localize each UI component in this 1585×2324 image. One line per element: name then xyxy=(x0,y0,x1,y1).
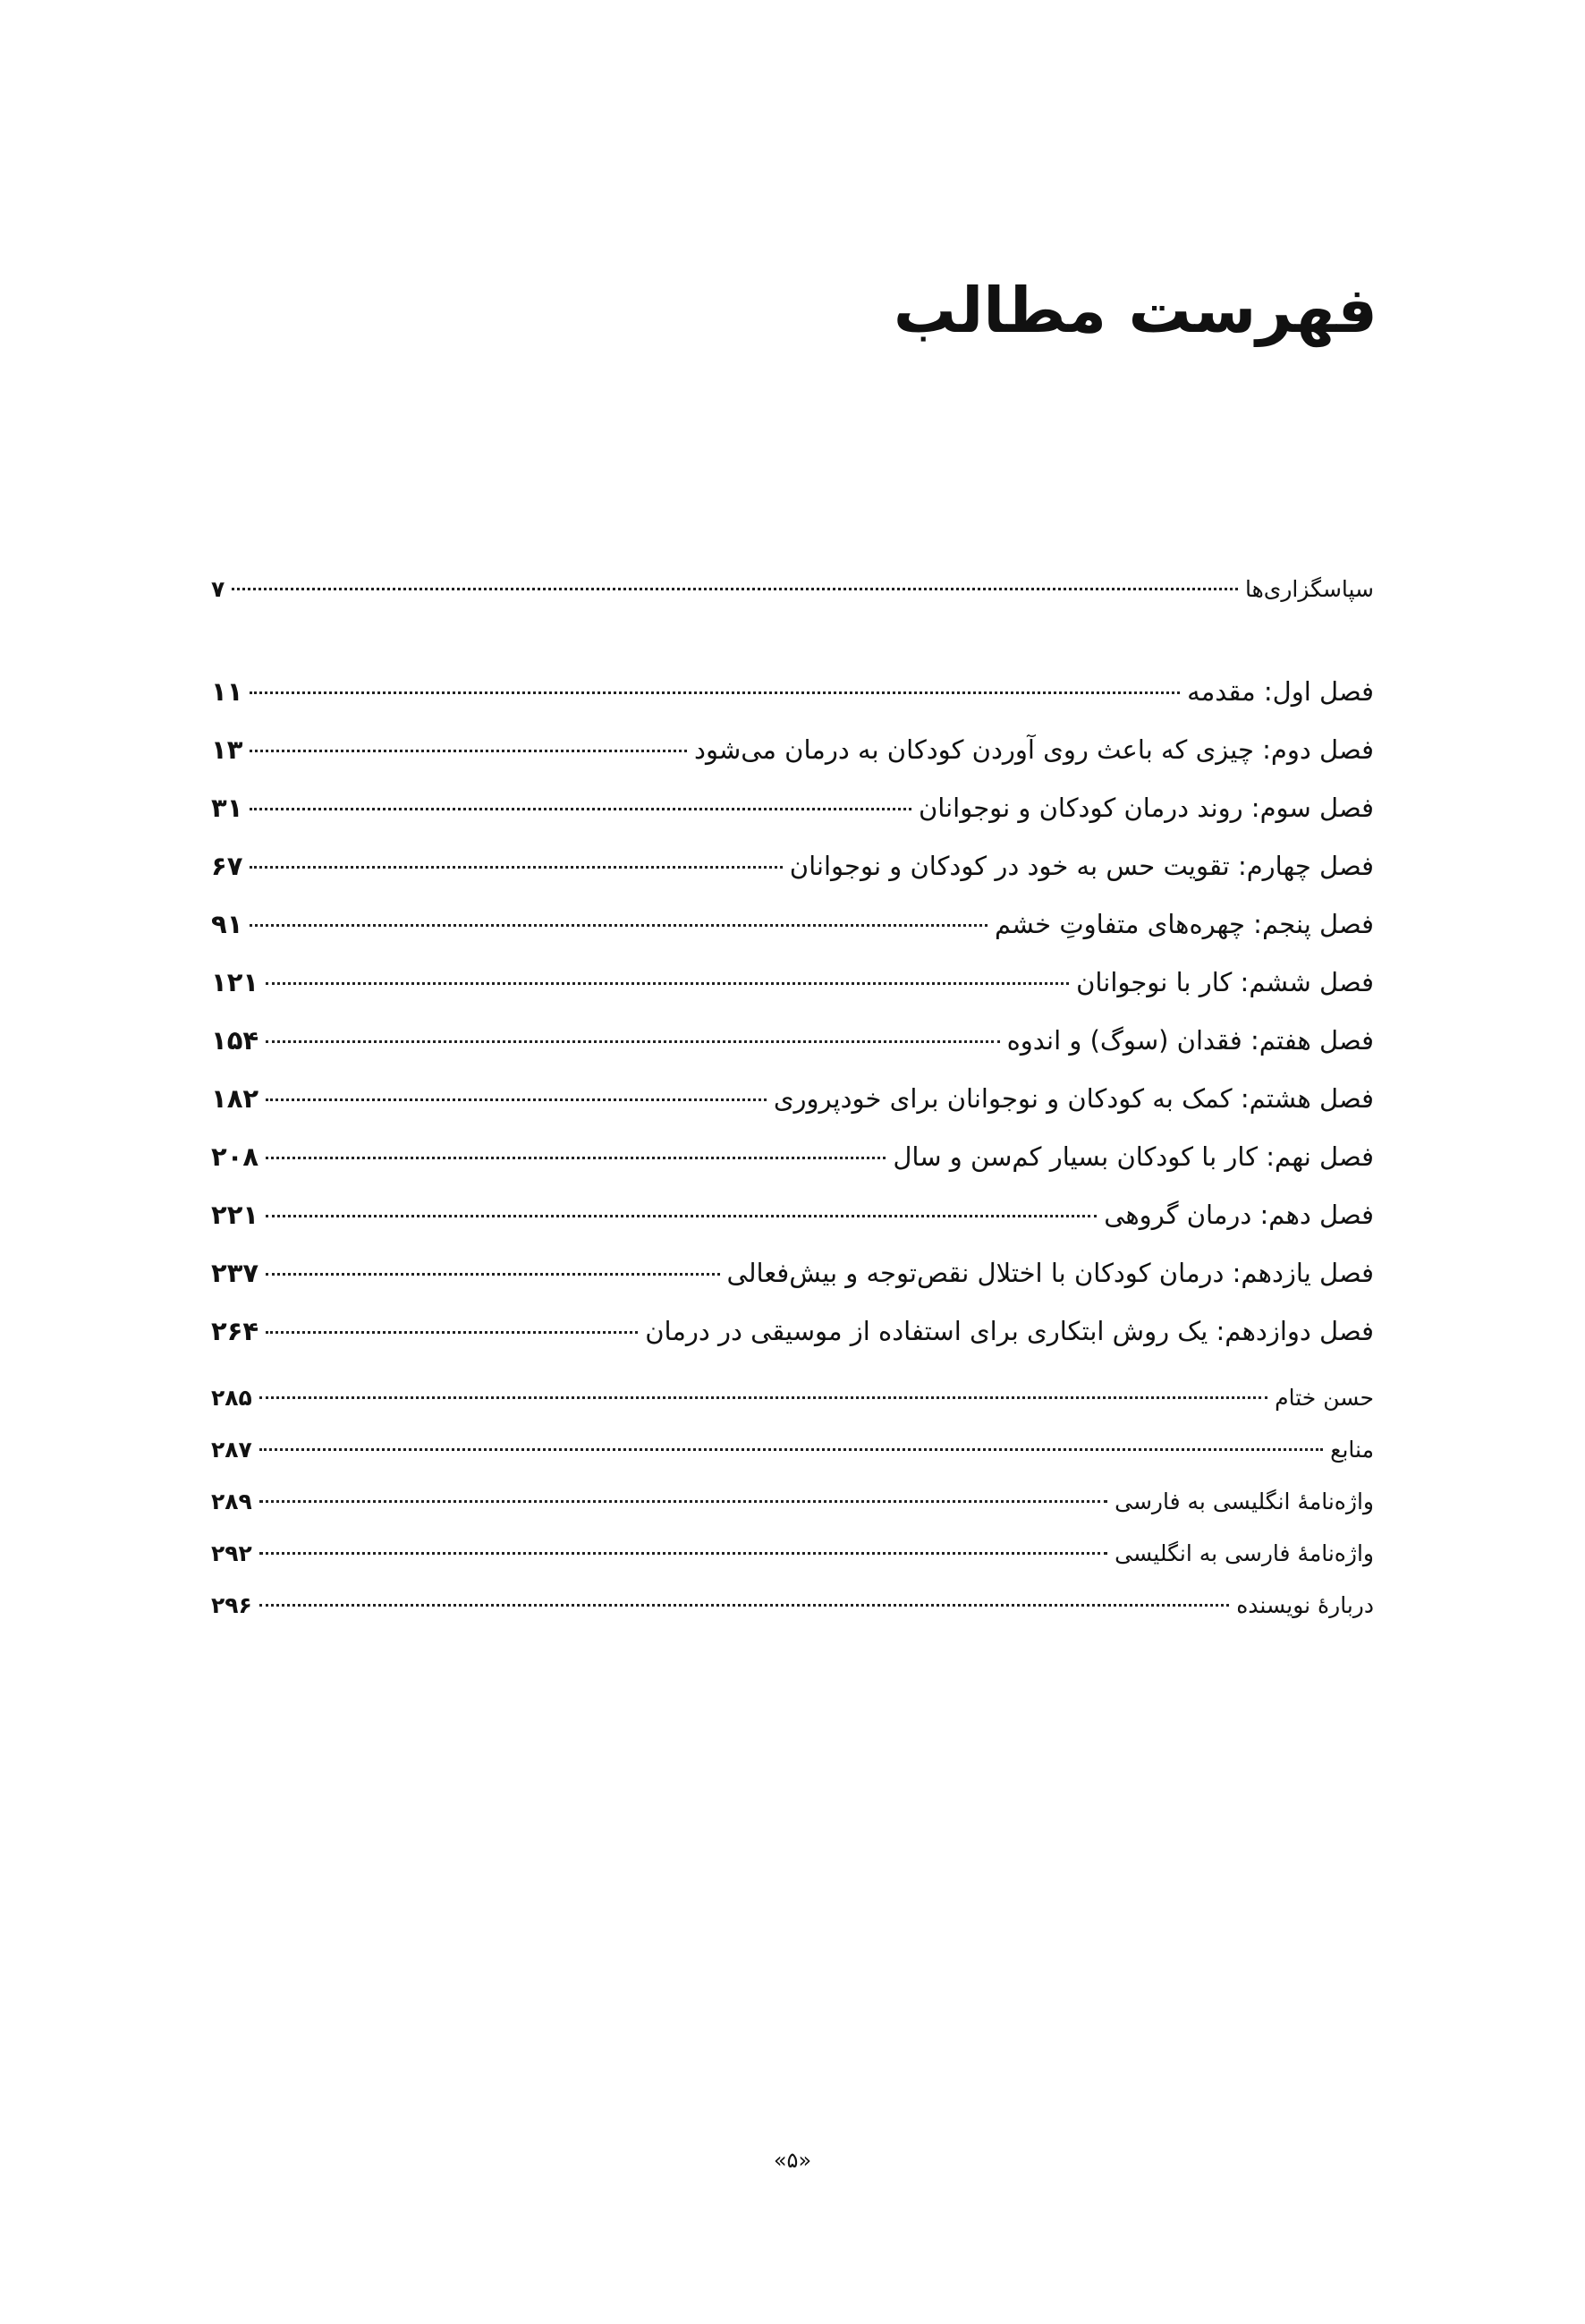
toc-entry-page: ۲۳۷ xyxy=(211,1258,259,1288)
toc-leader-dots xyxy=(266,1157,886,1159)
toc-entry-page: ۲۹۶ xyxy=(211,1592,252,1618)
toc-leader-dots xyxy=(266,1215,1097,1217)
toc-entry-page: ۲۶۴ xyxy=(211,1316,259,1346)
toc-entry-page: ۷ xyxy=(211,576,225,602)
toc-entry-chapter-7 xyxy=(211,1021,1374,1060)
toc-leader-dots xyxy=(250,691,1180,694)
toc-entry-chapter-5 xyxy=(211,904,1374,944)
toc-entry-label: واژه‌نامهٔ انگلیسی به فارسی xyxy=(1115,1489,1374,1514)
toc-entry-chapter-11 xyxy=(211,1253,1374,1293)
toc-entry-label: فصل هشتم: کمک به کودکان و نوجوانان برای خودپروری xyxy=(773,1083,1374,1114)
toc-entry-references xyxy=(211,1433,1374,1467)
page-title: فهرست مطالب xyxy=(893,274,1377,347)
toc-leader-dots xyxy=(250,808,911,810)
toc-entry-chapter-1 xyxy=(211,672,1374,711)
toc-entry-label: سپاسگزاری‌ها xyxy=(1244,576,1374,602)
toc-entry-label: فصل دهم: درمان گروهی xyxy=(1104,1200,1374,1230)
toc-leader-dots xyxy=(266,982,1069,985)
toc-leader-dots xyxy=(266,1273,719,1276)
toc-entry-glossary-fa-en xyxy=(211,1537,1374,1571)
toc-entry-chapter-2 xyxy=(211,730,1374,769)
table-of-contents xyxy=(211,0,1374,2324)
toc-leader-dots xyxy=(259,1604,1229,1607)
toc-entry-acknowledgements xyxy=(211,573,1374,606)
toc-leader-dots xyxy=(232,588,1238,590)
toc-entry-page: ۱۳ xyxy=(211,734,243,765)
toc-entry-page: ۲۸۵ xyxy=(211,1385,252,1411)
toc-entry-label: منابع xyxy=(1330,1437,1374,1463)
toc-entry-chapter-8 xyxy=(211,1079,1374,1118)
toc-entry-chapter-6 xyxy=(211,963,1374,1002)
toc-entry-chapter-3 xyxy=(211,788,1374,827)
toc-entry-label: فصل اول: مقدمه xyxy=(1187,676,1374,707)
toc-leader-dots xyxy=(250,750,687,752)
toc-entry-chapter-12 xyxy=(211,1311,1374,1351)
toc-leader-dots xyxy=(266,1040,1000,1043)
toc-leader-dots xyxy=(259,1552,1107,1555)
toc-entry-about-author xyxy=(211,1589,1374,1623)
toc-entry-page: ۱۱ xyxy=(211,676,243,707)
toc-entry-glossary-en-fa xyxy=(211,1485,1374,1519)
toc-entry-page: ۱۲۱ xyxy=(211,967,259,997)
toc-entry-page: ۲۰۸ xyxy=(211,1141,259,1172)
toc-entry-label: فصل چهارم: تقویت حس به خود در کودکان و نوجوانان xyxy=(789,851,1374,881)
toc-entry-label: واژه‌نامهٔ فارسی به انگلیسی xyxy=(1115,1540,1374,1566)
toc-leader-dots xyxy=(266,1098,767,1101)
toc-entry-page: ۶۷ xyxy=(211,851,243,881)
toc-entry-label: فصل دوازدهم: یک روش ابتکاری برای استفاده از موسیقی در درمان xyxy=(645,1316,1374,1346)
toc-leader-dots xyxy=(266,1331,638,1334)
toc-entry-chapter-4 xyxy=(211,846,1374,886)
toc-entry-page: ۲۸۷ xyxy=(211,1437,252,1463)
toc-entry-label: حسن ختام xyxy=(1275,1385,1374,1411)
toc-entry-epilogue xyxy=(211,1381,1374,1415)
toc-entry-page: ۳۱ xyxy=(211,793,243,823)
toc-entry-page: ۲۹۲ xyxy=(211,1540,252,1566)
toc-entry-label: فصل سوم: روند درمان کودکان و نوجوانان xyxy=(918,793,1374,823)
toc-entry-label: فصل هفتم: فقدان (سوگ) و اندوه xyxy=(1006,1025,1374,1056)
toc-entry-label: فصل ششم: کار با نوجوانان xyxy=(1076,967,1374,997)
toc-entry-chapter-9 xyxy=(211,1137,1374,1176)
toc-entry-label: فصل یازدهم: درمان کودکان با اختلال نقص‌توجه و بیش‌فعالی xyxy=(726,1258,1374,1288)
toc-entry-label: دربارهٔ نویسنده xyxy=(1236,1592,1374,1618)
toc-leader-dots xyxy=(259,1448,1323,1451)
toc-leader-dots xyxy=(250,866,782,869)
page-number: «۵» xyxy=(773,2148,812,2173)
toc-leader-dots xyxy=(259,1396,1267,1399)
toc-entry-page: ۲۲۱ xyxy=(211,1200,259,1230)
toc-entry-page: ۱۵۴ xyxy=(211,1025,259,1056)
toc-entry-page: ۱۸۲ xyxy=(211,1083,259,1114)
toc-entry-page: ۲۸۹ xyxy=(211,1489,252,1514)
toc-entry-label: فصل نهم: کار با کودکان بسیار کم‌سن و سال xyxy=(893,1141,1374,1172)
toc-leader-dots xyxy=(259,1500,1107,1503)
toc-entry-page: ۹۱ xyxy=(211,909,243,939)
toc-entry-label: فصل دوم: چیزی که باعث روی آوردن کودکان به درمان می‌شود xyxy=(694,734,1374,765)
toc-entry-label: فصل پنجم: چهره‌های متفاوتِ خشم xyxy=(995,909,1374,939)
toc-entry-chapter-10 xyxy=(211,1195,1374,1234)
toc-leader-dots xyxy=(250,924,987,927)
